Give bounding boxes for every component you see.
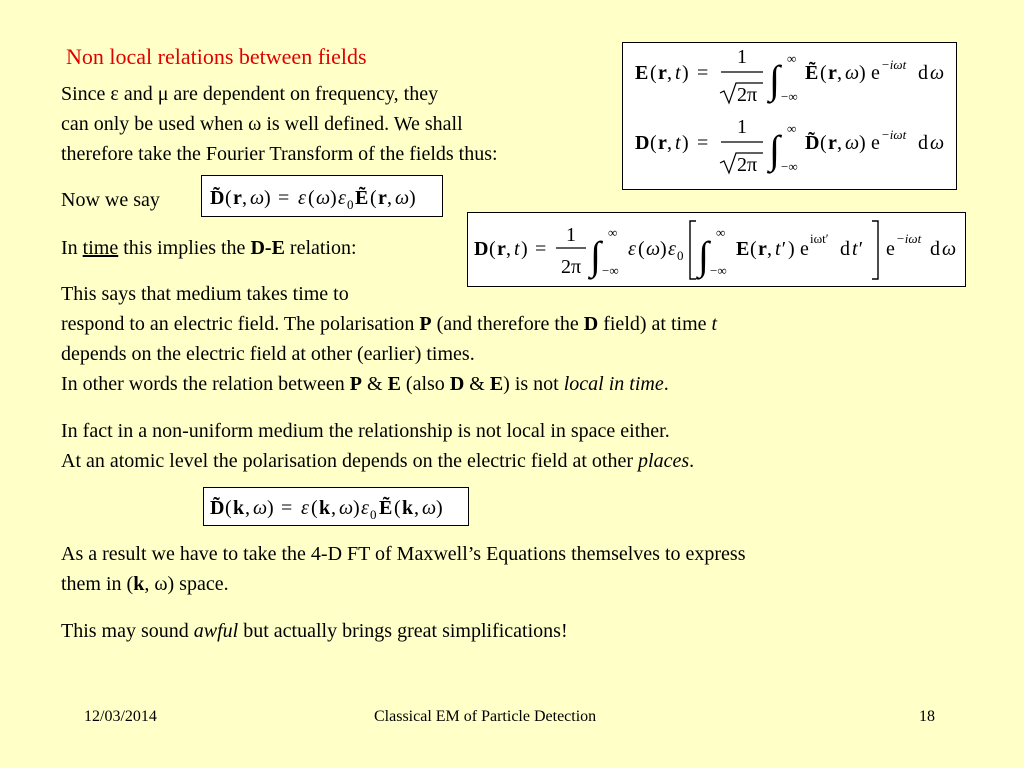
slide-title: Non local relations between fields (66, 44, 367, 69)
svg-text:,: , (767, 238, 772, 260)
svg-text:): ) (682, 132, 689, 154)
svg-text:(: ( (370, 187, 377, 209)
svg-text:): ) (353, 497, 360, 519)
svg-text:(: ( (638, 238, 645, 260)
svg-text:): ) (660, 238, 667, 260)
svg-text:ε: ε (628, 238, 636, 260)
svg-text:(: ( (750, 238, 757, 260)
e-two-pi: 2π (737, 84, 758, 106)
svg-text:iωt′: iωt′ (810, 231, 829, 246)
svg-text:(: ( (225, 497, 232, 519)
result-line-2: them in (k, ω) space. (61, 573, 229, 595)
svg-text:): ) (409, 187, 416, 209)
svg-text:(: ( (308, 187, 315, 209)
svg-text:ω: ω (930, 132, 945, 154)
svg-text:,: , (242, 187, 247, 209)
svg-text:(: ( (820, 132, 827, 154)
svg-text:,: , (245, 497, 250, 519)
svg-text:Ẽ: Ẽ (805, 62, 819, 84)
svg-text:,: , (506, 238, 511, 260)
medium-line-1: This says that medium takes time to (61, 283, 349, 305)
e-minus-inf: −∞ (781, 89, 798, 104)
svg-text:): ) (267, 497, 274, 519)
svg-text:∫: ∫ (769, 127, 780, 172)
intro-line-2: can only be used when ω is well defined. We shall (61, 113, 463, 135)
svg-text:t′: t′ (852, 238, 862, 260)
svg-text:ω: ω (845, 62, 860, 84)
svg-text:∫: ∫ (590, 233, 601, 278)
svg-text:0: 0 (370, 507, 377, 522)
svg-text:0: 0 (347, 197, 354, 212)
svg-text:−∞: −∞ (710, 263, 727, 278)
svg-text:(: ( (650, 132, 657, 154)
time-word: time (82, 237, 119, 259)
svg-text:r: r (758, 238, 767, 260)
fourier-transform-equations (622, 42, 957, 190)
svg-text:,: , (331, 497, 336, 519)
svg-text:(: ( (311, 497, 318, 519)
svg-text:,: , (837, 62, 842, 84)
svg-text:d: d (840, 238, 850, 260)
svg-text:ε: ε (668, 238, 676, 260)
result-line-1: As a result we have to take the 4-D FT of Maxwell’s Equations themselves to express (61, 543, 746, 565)
svg-text:(: ( (225, 187, 232, 209)
svg-text:=: = (278, 187, 290, 209)
svg-text:1: 1 (737, 116, 747, 138)
svg-text:ω: ω (316, 187, 331, 209)
svg-text:e: e (871, 132, 880, 154)
svg-text:t: t (675, 132, 681, 154)
svg-text:Ẽ: Ẽ (355, 187, 369, 209)
svg-text:r: r (658, 132, 667, 154)
svg-text:D: D (635, 132, 650, 154)
svg-text:ω: ω (942, 238, 957, 260)
svg-text:e: e (871, 62, 880, 84)
d-k-relation-equation (203, 487, 469, 526)
svg-text:ε: ε (298, 187, 306, 209)
svg-text:r: r (378, 187, 387, 209)
svg-text:∫: ∫ (769, 57, 780, 102)
e-inf: ∞ (787, 51, 797, 66)
svg-text:t′: t′ (775, 238, 785, 260)
e-lhs-t: t (675, 62, 681, 84)
svg-text:=: = (697, 132, 709, 154)
svg-text:): ) (330, 187, 337, 209)
svg-text:,: , (667, 62, 672, 84)
svg-text:ω: ω (930, 62, 945, 84)
awful-line: This may sound awful but actually brings great simplifications! (61, 620, 568, 642)
svg-text:d: d (930, 238, 940, 260)
svg-text:0: 0 (677, 248, 684, 263)
svg-text:): ) (264, 187, 271, 209)
svg-text:∞: ∞ (787, 121, 797, 136)
d-t-relation-equation (467, 212, 966, 287)
svg-text:ω: ω (253, 497, 268, 519)
svg-text:(: ( (650, 62, 657, 84)
svg-text:k: k (319, 497, 331, 519)
svg-text:(: ( (820, 62, 827, 84)
svg-text:∞: ∞ (716, 225, 726, 240)
e-one: 1 (737, 46, 747, 68)
e-lhs: E (635, 62, 649, 84)
e-eq: = (697, 62, 709, 84)
svg-text:): ) (436, 497, 443, 519)
svg-text:ω: ω (339, 497, 354, 519)
svg-text:1: 1 (566, 224, 576, 246)
intro-line-3: therefore take the Fourier Transform of the fields thus: (61, 143, 498, 165)
intro-line-1: Since ε and μ are dependent on frequency, they (61, 83, 439, 105)
svg-text:,: , (387, 187, 392, 209)
e-field-ft-equation (635, 46, 944, 106)
svg-text:D̃: D̃ (210, 497, 225, 519)
svg-text:r: r (497, 238, 506, 260)
svg-text:D̃: D̃ (210, 187, 225, 209)
svg-text:r: r (828, 62, 837, 84)
svg-text:ε: ε (361, 497, 369, 519)
svg-text:−iωt: −iωt (881, 57, 907, 72)
svg-text:ω: ω (646, 238, 661, 260)
svg-text:∫: ∫ (698, 233, 709, 278)
svg-text:k: k (233, 497, 245, 519)
svg-text:ε: ε (338, 187, 346, 209)
d-omega-relation-equation (201, 175, 443, 217)
svg-text:e: e (886, 238, 895, 260)
svg-text:−∞: −∞ (781, 159, 798, 174)
svg-text:(: ( (489, 238, 496, 260)
svg-text:2π: 2π (561, 256, 582, 278)
svg-text:r: r (828, 132, 837, 154)
page-number: 18 (919, 708, 935, 725)
d-field-ft-equation (635, 116, 944, 176)
svg-text:−iωt: −iωt (881, 127, 907, 142)
svg-text:): ) (682, 62, 689, 84)
svg-text:,: , (414, 497, 419, 519)
svg-text:d: d (918, 62, 928, 84)
svg-text:=: = (281, 497, 293, 519)
footer-date: 12/03/2014 (84, 708, 157, 725)
svg-text:ε: ε (301, 497, 309, 519)
now-we-say: Now we say (61, 189, 160, 211)
svg-text:): ) (521, 238, 528, 260)
nonuniform-line-1: In fact in a non-uniform medium the relationship is not local in space either. (61, 420, 670, 442)
svg-text:ω: ω (422, 497, 437, 519)
svg-text:,: , (667, 132, 672, 154)
svg-text:r: r (233, 187, 242, 209)
svg-text:ω: ω (395, 187, 410, 209)
svg-text:−∞: −∞ (602, 263, 619, 278)
footer-title: Classical EM of Particle Detection (374, 708, 597, 725)
svg-text:): ) (859, 132, 866, 154)
svg-text:k: k (402, 497, 414, 519)
svg-text:Ẽ: Ẽ (379, 497, 393, 519)
svg-text:D: D (474, 238, 489, 260)
svg-text:d: d (918, 132, 928, 154)
in-time-line: In time this implies the D-E relation: (61, 237, 357, 259)
svg-text:E: E (736, 238, 750, 260)
medium-line-2: respond to an electric field. The polarisation P (and therefore the D field) at time t (61, 313, 718, 335)
svg-text:D̃: D̃ (805, 132, 820, 154)
svg-text:ω: ω (845, 132, 860, 154)
medium-line-3: depends on the electric field at other (earlier) times. (61, 343, 475, 365)
svg-text:−iωt: −iωt (896, 231, 922, 246)
svg-text:): ) (859, 62, 866, 84)
svg-text:t: t (514, 238, 520, 260)
e-lhs-r: r (658, 62, 667, 84)
svg-text:=: = (535, 238, 547, 260)
svg-text:,: , (837, 132, 842, 154)
svg-text:e: e (800, 238, 809, 260)
svg-text:): ) (788, 238, 795, 260)
nonuniform-line-2: At an atomic level the polarisation depends on the electric field at other places. (61, 450, 695, 472)
svg-text:(: ( (394, 497, 401, 519)
svg-text:∞: ∞ (608, 225, 618, 240)
svg-text:2π: 2π (737, 154, 758, 176)
medium-line-4: In other words the relation between P & E (also D & E) is not local in time. (61, 373, 669, 395)
svg-text:ω: ω (250, 187, 265, 209)
